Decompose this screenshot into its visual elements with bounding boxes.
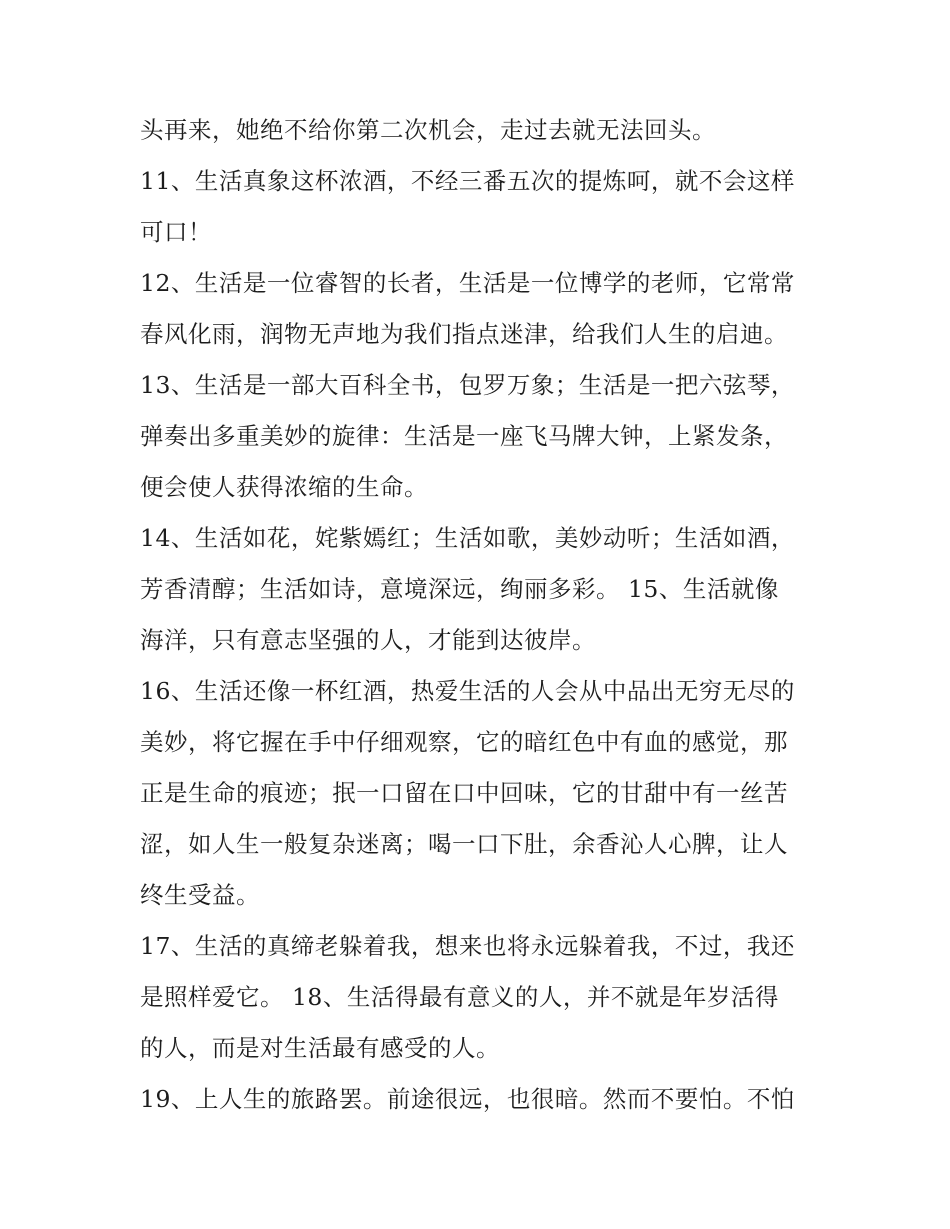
text-line: 终生受益。 (140, 881, 260, 909)
text-line: 美妙，将它握在手中仔细观察，它的暗红色中有血的感觉，那 (140, 728, 788, 756)
text-line: 正是生命的痕迹；抿一口留在口中回味，它的甘甜中有一丝苦 (140, 779, 788, 807)
text-line: 芳香清醇；生活如诗，意境深远，绚丽多彩。 15、生活就像 (140, 575, 779, 603)
text-line: 春风化雨，润物无声地为我们指点迷津，给我们人生的启迪。 (140, 320, 788, 348)
text-line: 可口！ (140, 218, 212, 246)
text-line: 涩，如人生一般复杂迷离；喝一口下肚，余香沁人心脾，让人 (140, 830, 788, 858)
text-line: 弹奏出多重美妙的旋律：生活是一座飞马牌大钟，上紧发条， (140, 422, 788, 450)
text-line: 19、上人生的旅路罢。前途很远，也很暗。然而不要怕。不怕 (140, 1085, 795, 1113)
text-body (140, 105, 830, 1125)
text-line: 的人，而是对生活最有感受的人。 (140, 1034, 500, 1062)
text-line: 11、生活真象这杯浓酒，不经三番五次的提炼呵，就不会这样 (140, 167, 795, 195)
text-line: 14、生活如花，姹紫嫣红；生活如歌，美妙动听；生活如酒， (140, 524, 795, 552)
text-line: 13、生活是一部大百科全书，包罗万象；生活是一把六弦琴， (140, 371, 795, 399)
text-line: 便会使人获得浓缩的生命。 (140, 473, 428, 501)
text-line: 12、生活是一位睿智的长者，生活是一位博学的老师，它常常 (140, 269, 795, 297)
text-line: 17、生活的真缔老躲着我，想来也将永远躲着我，不过，我还 (140, 932, 795, 960)
text-line: 是照样爱它。 18、生活得最有意义的人，并不就是年岁活得 (140, 983, 779, 1011)
text-line: 16、生活还像一杯红酒，热爱生活的人会从中品出无穷无尽的 (140, 677, 795, 705)
text-line: 海洋，只有意志坚强的人，才能到达彼岸。 (140, 626, 596, 654)
text-line: 头再来，她绝不给你第二次机会，走过去就无法回头。 (140, 116, 716, 144)
